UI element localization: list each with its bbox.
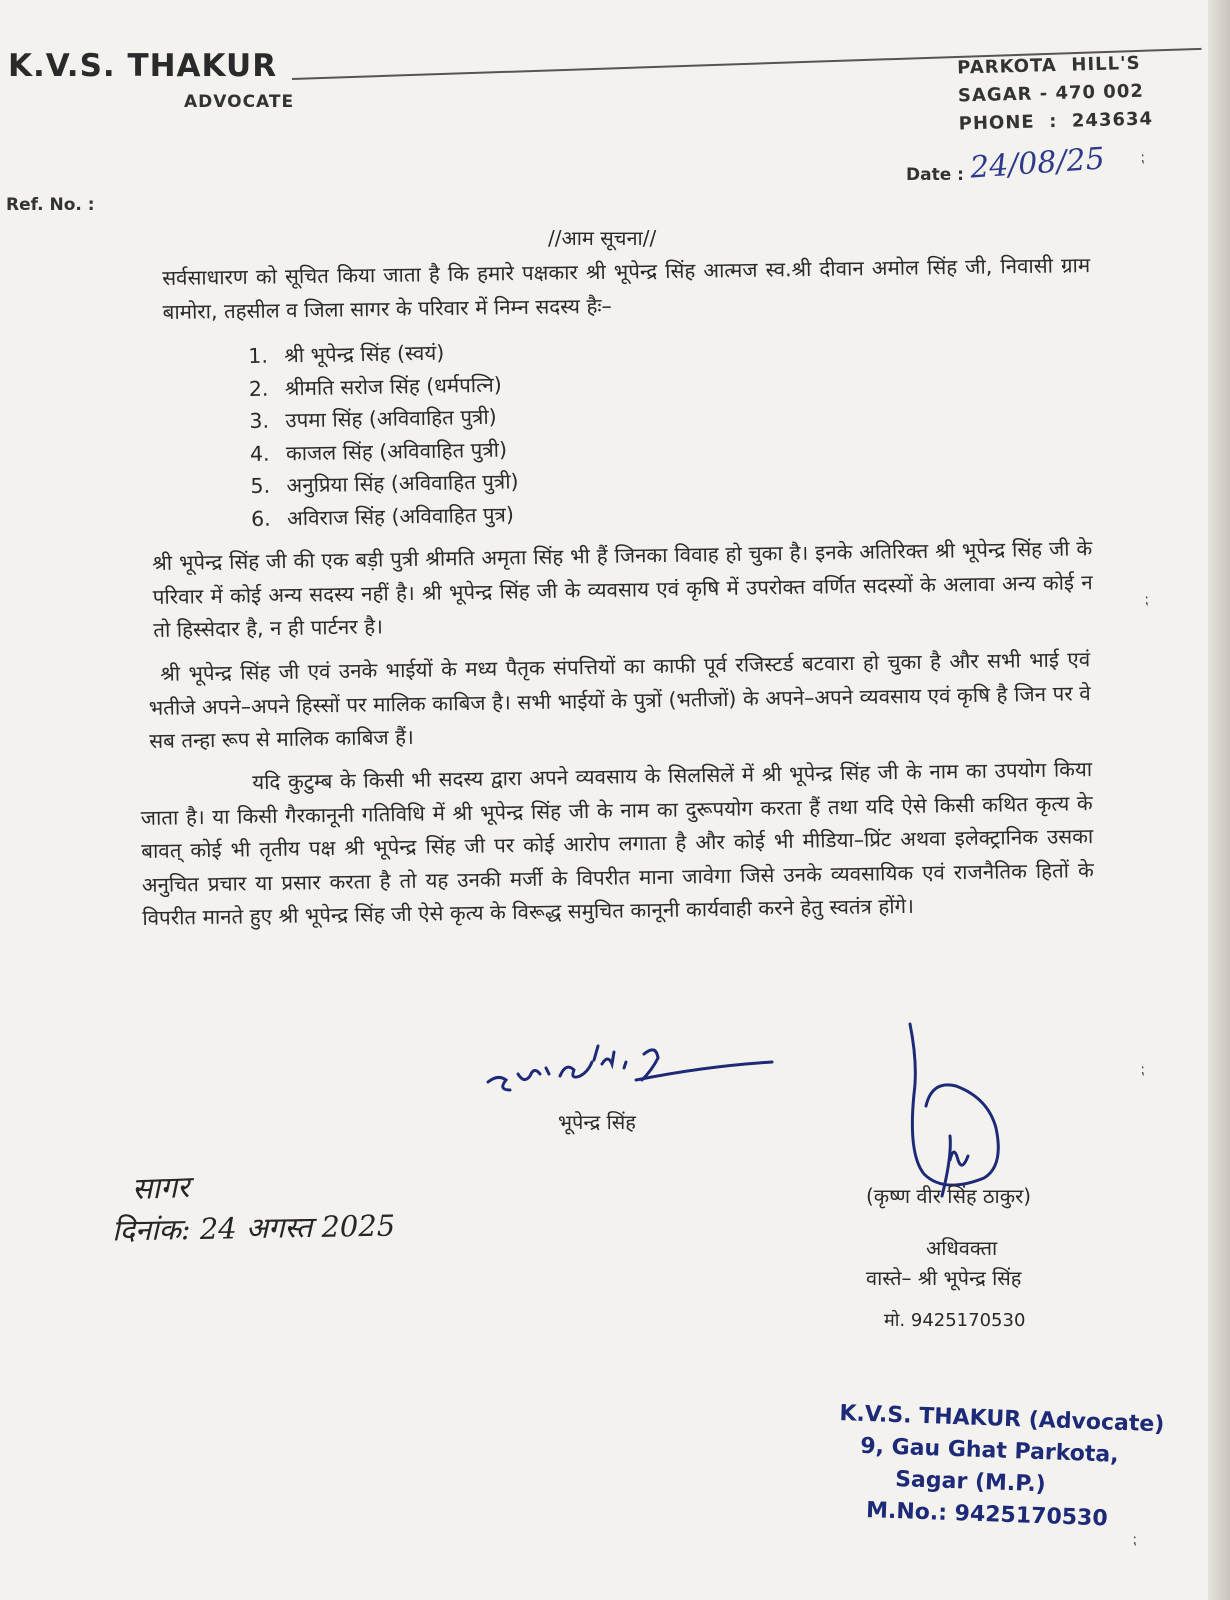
advocate-stamp <box>836 1398 1165 1537</box>
letterhead-address <box>957 49 1153 138</box>
handwritten-place: सागर <box>131 1170 190 1207</box>
date-handwritten: 24/08/25 <box>968 141 1106 186</box>
margin-mark: ⁏ <box>1132 1532 1137 1548</box>
stamp-line-4: M.No.: 9425170530 <box>865 1497 1109 1532</box>
paragraph-3: यदि कुटुम्ब के किसी भी सदस्य द्वारा अपने व्यवसाय के सिलसिलें में श्री भूपेन्द्र सिंह जी के नाम का उपयोग किया जाता है। या किसी गैरकानूनी गतिविधि में श्री भूपेन्द्र सिंह जी के नाम का दुरूपयोग करता हैं तथा यदि ऐसे किसी कथित कृत्य के बावत् कोई भी तृतीय पक्ष श्री भूपेन्द्र सिंह जी पर कोई आरोप लगाता है और कोई भी मीडिया–प्रिंट अथवा इलेक्ट्रानिक उसका अनुचित प्रचार या प्रसार करता है तो यह उनकी मर्जी के विपरीत माना जावेगा जिसे उनके व्यवसायिक एवं राजनैतिक हितों के विपरीत मानते हुए श्री भूपेन्द्र सिंह जी ऐसे कृत्य के विरूद्ध समुचित कानूनी कार्यवाही करने हेतु स्वतंत्र होंगे। <box>140 757 1094 930</box>
family-member-list <box>248 335 519 535</box>
paragraph-2: श्री भूपेन्द्र सिंह जी एवं उनके भाईयों के मध्य पैतृक संपत्तियों का काफी पूर्व रजिस्टर्ड बटवारा हो चुका है और सभी भाई एवं भतीजे अपने–अपने हिस्सों पर मालिक काबिज है। सभी भाईयों के पुत्रों (भतीजों) के अपने–अपने व्यवसाय एवं कृषि है जिन पर वे सब तन्हा रूप से मालिक काबिज हैं। <box>148 647 1091 753</box>
list-number: 4. <box>249 441 270 466</box>
page-edge-shadow <box>1208 0 1230 1600</box>
list-item <box>248 335 517 372</box>
date-label: Date : <box>906 165 964 185</box>
list-item <box>250 465 519 502</box>
client-signature-label: भूपेन्द्र सिंह <box>558 1110 636 1134</box>
list-text: उपमा सिंह (अविवाहित पुत्री) <box>285 404 497 433</box>
list-item <box>250 433 519 470</box>
notice-heading: //आम सूचना// <box>548 226 657 250</box>
margin-mark: ⁏ <box>1140 150 1145 166</box>
stamp-line-3: Sagar (M.P.) <box>894 1466 1047 1498</box>
list-item <box>251 498 520 535</box>
list-text: अविराज सिंह (अविवाहित पुत्र) <box>286 501 515 530</box>
margin-mark: ⁏ <box>1144 592 1149 608</box>
list-item <box>249 368 518 405</box>
advocate-name: (कृष्ण वीर सिंह ठाकुर) <box>866 1184 1032 1208</box>
list-text: काजल सिंह (अविवाहित पुत्री) <box>285 436 508 465</box>
list-number: 6. <box>250 506 271 531</box>
list-text: श्रीमति सरोज सिंह (धर्मपत्नि) <box>284 372 502 400</box>
list-number: 5. <box>250 473 271 498</box>
ref-number-label: Ref. No. : <box>6 195 95 215</box>
advocate-client: वास्ते– श्री भूपेन्द्र सिंह <box>866 1266 1022 1290</box>
address-line-1: PARKOTA HILL'S <box>957 52 1141 79</box>
client-signature <box>484 1024 784 1104</box>
stamp-line-1: K.V.S. THAKUR (Advocate) <box>839 1400 1165 1438</box>
notice-intro: सर्वसाधारण को सूचित किया जाता है कि हमारे पक्षकार श्री भूपेन्द्र सिंह आत्मज स्व.श्री दीवान अमोल सिंह जी, निवासी ग्राम बामोरा, तहसील व जिला सागर के परिवार में निम्न सदस्य हैः– <box>162 253 1091 324</box>
address-line-2: SAGAR - 470 002 <box>957 80 1145 107</box>
advocate-mobile: मो. 9425170530 <box>884 1310 1026 1331</box>
list-number: 2. <box>248 376 269 401</box>
list-text: अनुप्रिया सिंह (अविवाहित पुत्री) <box>286 469 519 498</box>
advocate-title: अधिवक्ता <box>926 1236 998 1260</box>
margin-mark: ⁏ <box>1140 1062 1145 1078</box>
letterhead-name: K.V.S. THAKUR <box>8 48 278 84</box>
list-text: श्री भूपेन्द्र सिंह (स्वयं) <box>284 340 445 368</box>
letterhead-title: ADVOCATE <box>184 92 295 112</box>
stamp-line-2: 9, Gau Ghat Parkota, <box>859 1433 1120 1468</box>
handwritten-date: दिनांक: 24 अगस्त 2025 <box>111 1208 396 1248</box>
address-line-3: PHONE : 243634 <box>958 108 1154 135</box>
list-number: 3. <box>249 408 270 433</box>
list-number: 1. <box>248 343 269 368</box>
list-item <box>249 400 518 437</box>
advocate-signature <box>880 1020 1060 1200</box>
paragraph-1: श्री भूपेन्द्र सिंह जी की एक बड़ी पुत्री श्रीमति अमृता सिंह भी हैं जिनका विवाह हो चुका है। इनके अतिरिक्त श्री भूपेन्द्र सिंह जी के परिवार में कोई अन्य सदस्य नहीं है। श्री भूपेन्द्र सिंह जी के व्यवसाय एवं कृषि में उपरोक्त वर्णित सदस्यों के अलावा अन्य कोई न तो हिस्सेदार है, न ही पार्टनर है। <box>152 536 1093 642</box>
